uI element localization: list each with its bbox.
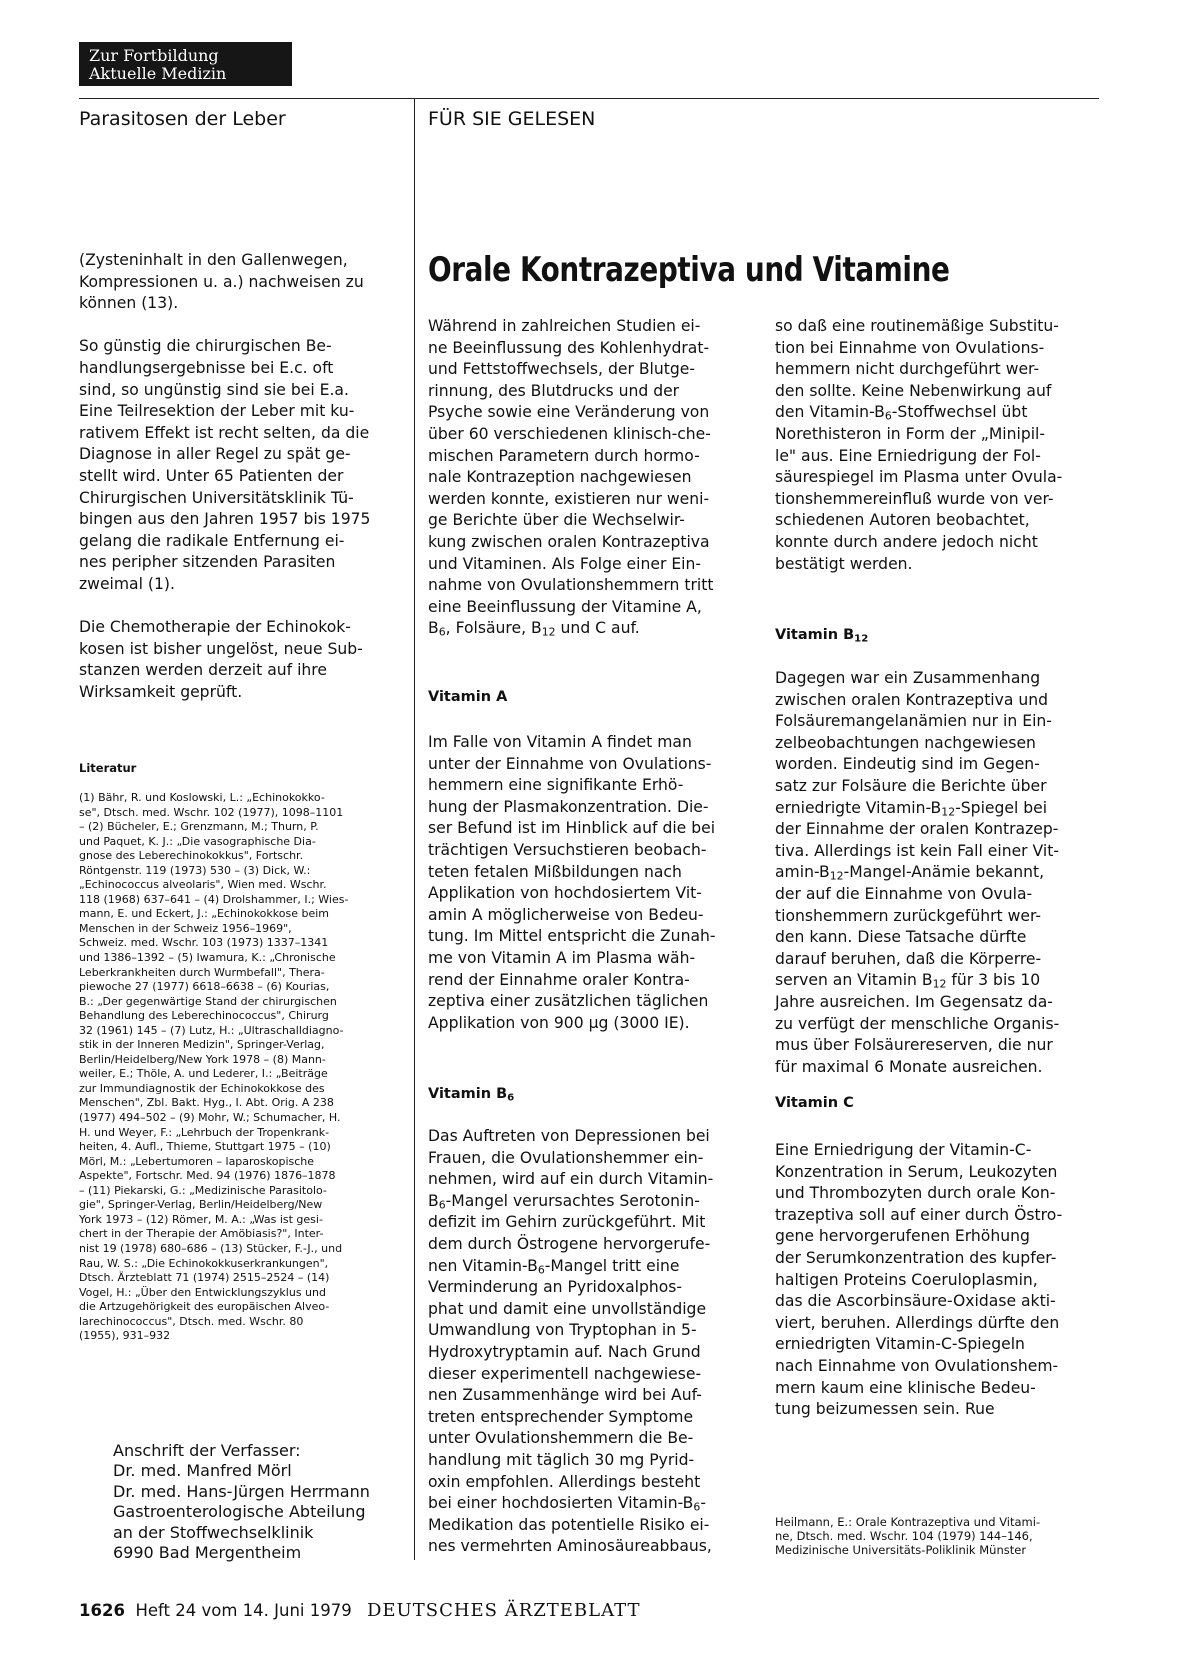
literature-line: Leberkrankheiten durch Wurmbefall", Thera- [79, 965, 325, 979]
literature-line: – (2) Bücheler, E.; Grenzmann, M.; Thurn, P. [79, 820, 319, 834]
text-line: haltigen Proteins Coeruloplasmin, [775, 1270, 1038, 1289]
text-line: handlungsergebnisse bei E.c. oft [79, 358, 334, 377]
text-line: den sollte. Keine Nebenwirkung auf [775, 381, 1052, 400]
text-line: ge Berichte über die Wechselwir- [428, 511, 685, 530]
text-line: den kann. Diese Tatsache dürfte [775, 928, 1027, 947]
text-line: unter Ovulationshemmern die Be- [428, 1429, 694, 1448]
heading-vitamin-a: Vitamin A [428, 689, 508, 705]
text-line: Wirksamkeit geprüft. [79, 682, 243, 701]
text-line: me von Vitamin A im Plasma wäh- [428, 948, 696, 967]
text-line: Norethisteron in Form der „Minipil- [775, 424, 1046, 443]
vitamin-b6-text [428, 1126, 713, 1558]
literature-line: se", Dtsch. med. Wschr. 102 (1977), 1098–1101 [79, 805, 344, 819]
article-intro [428, 316, 713, 640]
vitamin-c-text [775, 1140, 1062, 1421]
vitamin-a-text [428, 732, 716, 1034]
text-line: Applikation von 900 µg (3000 IE). [428, 1013, 690, 1032]
text-line: treten entsprechender Symptome [428, 1407, 694, 1426]
header-rule [79, 98, 1099, 99]
text-line: zwischen oralen Kontrazeptiva und [775, 690, 1049, 709]
text-line: erniedrigte Vitamin-$B_{12}$-Spiegel bei [775, 798, 1048, 819]
article-right-column-top [775, 316, 1062, 575]
text-line: stellt wird. Unter 65 Patienten der [79, 466, 344, 485]
text-line: können (13). [79, 294, 179, 313]
text-line: serven an Vitamin $B_{12}$ für 3 bis 10 [775, 971, 1041, 992]
text-line: amin-$B_{12}-Mangel$-Anämie bekannt, [775, 863, 1045, 884]
text-line: tionshemmern zurückgeführt wer- [775, 906, 1042, 925]
text-line: rend der Einnahme oraler Kontra- [428, 970, 690, 989]
literature-list [79, 791, 401, 1344]
text-line: defizit im Gehirn zurückgeführt. Mit [428, 1213, 706, 1232]
text-line: Eine Erniedrigung der Vitamin-C- [775, 1141, 1032, 1159]
running-title-left: Parasitosen der Leber [79, 108, 286, 130]
reference-line: Heilmann, E.: Orale Kontrazeptiva und Vitami- [775, 1515, 1041, 1529]
paragraph-gap [79, 596, 370, 618]
text-line: darauf beruhen, daß die Körperre- [775, 949, 1042, 968]
text-line: zelbeobachtungen nachgewiesen [775, 733, 1036, 752]
text-line: dem durch Östrogene hervorgerufe- [428, 1234, 711, 1253]
text-line: $B_6$-Mangel verursachtes Serotonin- [428, 1191, 700, 1212]
issue-info: Heft 24 vom 14. Juni 1979 [135, 1601, 352, 1620]
text-line: Umwandlung von Tryptophan in 5- [428, 1321, 697, 1340]
text-line: $B_6$, Folsäure, $B_{12}$ und C auf. [428, 619, 640, 640]
literature-line: piewoche 27 (1977) 6618–6638 – (6) Kourias, [79, 980, 330, 994]
literature-line: – (11) Piekarski, G.: „Medizinische Parasitolo- [79, 1183, 327, 1197]
text-line: werden konnte, existieren nur weni- [428, 489, 710, 508]
text-line: nehmen, wird auf ein durch Vitamin- [428, 1170, 714, 1189]
text-line: zeptiva einer zusätzlichen täglichen [428, 992, 709, 1011]
text-line: sind, so ungünstig sind sie bei E.a. [79, 380, 349, 399]
text-line: trazeptiva soll auf einer durch Östro- [775, 1205, 1063, 1224]
magazine-name: DEUTSCHES ÄRZTEBLATT [366, 1600, 641, 1621]
literature-line: larechinococcus", Dtsch. med. Wschr. 80 [79, 1314, 304, 1328]
text-line: unter der Einnahme von Ovulations- [428, 754, 712, 773]
text-line: Hydroxytryptamin auf. Nach Grund [428, 1342, 701, 1361]
literature-line: Aspekte", Fortschr. Med. 94 (1976) 1876–1878 [79, 1169, 336, 1183]
page-footer [79, 1600, 640, 1621]
text-line: (Zysteninhalt in den Gallenwegen, [79, 251, 348, 269]
text-line: nen Vitamin-$B_6$-Mangel tritt eine [428, 1256, 680, 1277]
text-line: trächtigen Versuchstieren beobach- [428, 840, 707, 859]
literature-line: gnose des Leberechinokokkus", Fortschr. [79, 849, 304, 863]
text-line: über 60 verschiedenen klinisch-che- [428, 424, 711, 443]
text-line: hung der Plasmakonzentration. Die- [428, 797, 709, 816]
reference-line: ne, Dtsch. med. Wschr. 104 (1979) 144–146, [775, 1529, 1033, 1543]
text-line: rativem Effekt ist recht selten, da die [79, 423, 370, 442]
running-title-right: FÜR SIE GELESEN [428, 108, 596, 130]
text-line: Medikation das potentielle Risiko ei- [428, 1515, 710, 1534]
text-line: hemmern eine signifikante Erhö- [428, 776, 684, 795]
text-line: zweimal (1). [79, 574, 175, 593]
text-line: tion bei Einnahme von Ovulations- [775, 338, 1045, 357]
literature-line: und 1386–1392 – (5) Iwamura, K.: „Chronische [79, 951, 336, 965]
literature-line: H. und Weyer, F.: „Lehrbuch der Tropenkrank- [79, 1125, 330, 1139]
text-line: erniedrigten Vitamin-C-Spiegeln [775, 1335, 1025, 1354]
literature-line: B.: „Der gegenwärtige Stand der chirurgischen [79, 994, 337, 1008]
text-line: ne Beeinflussung des Kohlenhydrat- [428, 338, 710, 357]
text-line: nes peripher sitzenden Parasiten [79, 553, 336, 572]
literature-line: Schweiz. med. Wschr. 103 (1973) 1337–1341 [79, 936, 329, 950]
text-line: der Serumkonzentration des kupfer- [775, 1248, 1057, 1267]
literature-line: Vogel, H.: „Über den Entwicklungszyklus und [79, 1285, 326, 1299]
text-line: So günstig die chirurgischen Be- [79, 337, 332, 356]
text-line: Dagegen war ein Zusammenhang [775, 669, 1041, 687]
text-line: Konzentration in Serum, Leukozyten [775, 1162, 1058, 1181]
literature-heading: Literatur [79, 761, 137, 775]
text-line: gelang die radikale Entfernung ei- [79, 531, 345, 550]
literature-line: (1955), 931–932 [79, 1329, 171, 1343]
text-line: mus über Folsäurereserven, die nur [775, 1036, 1053, 1055]
text-line: schiedenen Autoren beobachtet, [775, 511, 1030, 530]
literature-line: Mörl, M.: „Lebertumoren – laparoskopische [79, 1154, 315, 1168]
section-badge [79, 42, 292, 86]
text-line: amin A möglicherweise von Bedeu- [428, 905, 704, 924]
text-line: nes vermehrten Aminosäureabbaus, [428, 1537, 712, 1556]
text-line: und Thrombozyten durch orale Kon- [775, 1184, 1056, 1203]
text-line: Im Falle von Vitamin A findet man [428, 733, 692, 751]
literature-line: nist 19 (1978) 680–686 – (13) Stücker, F.-J., und [79, 1241, 343, 1255]
literature-line: Menschen", Zbl. Bakt. Hyg., I. Abt. Orig. A 238 [79, 1096, 334, 1110]
text-line: kung zwischen oralen Kontrazeptiva [428, 532, 710, 551]
text-line: oxin empfohlen. Allerdings besteht [428, 1472, 701, 1491]
text-line: tionshemmereinfluß wurde von ver- [775, 489, 1054, 508]
text-line: phat und damit eine unvollständige [428, 1299, 707, 1318]
literature-line: und Paquet, K. J.: „Die vasographische Dia- [79, 834, 316, 848]
paragraph-gap [79, 315, 370, 337]
text-line: und Vitaminen. Als Folge einer Ein- [428, 554, 702, 573]
text-line: und Fettstoffwechsels, der Blutge- [428, 360, 695, 379]
text-line: bestätigt werden. [775, 554, 913, 573]
text-line: hemmern nicht durchgeführt wer- [775, 360, 1040, 379]
text-line: nach Einnahme von Ovulationshem- [775, 1356, 1059, 1375]
text-line: Diagnose in aller Regel zu spät ge- [79, 445, 351, 464]
text-line: zu verfügt der menschliche Organis- [775, 1014, 1060, 1033]
text-line: Folsäuremangelanämien nur in Ein- [775, 712, 1052, 731]
text-line: le" aus. Eine Erniedrigung der Fol- [775, 446, 1041, 465]
text-line: tiva. Allerdings ist kein Fall einer Vit- [775, 841, 1059, 860]
text-line: tung beizumessen sein. Rue [775, 1400, 995, 1419]
address-line: Anschrift der Verfasser: [113, 1441, 301, 1460]
text-line: für maximal 6 Monate ausreichen. [775, 1057, 1043, 1076]
author-address [113, 1441, 370, 1563]
left-column-text [79, 250, 370, 703]
heading-vitamin-b6: Vitamin $B_6$ [428, 1086, 515, 1104]
literature-line: chert in der Therapie der Amöbiasis?", Inter- [79, 1227, 324, 1241]
text-line: bingen aus den Jahren 1957 bis 1975 [79, 510, 371, 529]
badge-line-2: Aktuelle Medizin [89, 64, 227, 83]
text-line: viert, beruhen. Allerdings dürfte den [775, 1313, 1060, 1332]
literature-line: stik in der Inneren Medizin", Springer-Verlag, [79, 1038, 325, 1052]
text-line: Während in zahlreichen Studien ei- [428, 317, 701, 335]
text-line: der auf die Einnahme von Ovula- [775, 884, 1033, 903]
text-line: Chirurgischen Universitätsklinik Tü- [79, 488, 354, 507]
heading-vitamin-c: Vitamin C [775, 1095, 854, 1111]
text-line: säurespiegel im Plasma unter Ovula- [775, 468, 1063, 487]
text-line: Das Auftreten von Depressionen bei [428, 1127, 710, 1145]
address-line: 6990 Bad Mergentheim [113, 1543, 302, 1563]
page-number: 1626 [79, 1601, 125, 1620]
address-line: Dr. med. Manfred Mörl [113, 1461, 292, 1481]
literature-line: 32 (1961) 145 – (7) Lutz, H.: „Ultraschalldiagno- [79, 1023, 344, 1037]
literature-line: heiten, 4. Aufl., Thieme, Stuttgart 1975 – (10) [79, 1140, 331, 1154]
literature-line: Dtsch. Ärzteblatt 71 (1974) 2515–2524 – (14) [79, 1271, 330, 1285]
literature-line: Rau, W. S.: „Die Echinokokkuserkrankungen", [79, 1256, 329, 1270]
text-line: Eine Teilresektion der Leber mit ku- [79, 402, 355, 421]
literature-line: (1) Bähr, R. und Koslowski, L.: „Echinokokko- [79, 791, 325, 804]
text-line: so daß eine routinemäßige Substitu- [775, 317, 1059, 335]
text-line: Applikation von hochdosiertem Vit- [428, 884, 702, 903]
text-line: mern kaum eine klinische Bedeu- [775, 1378, 1036, 1397]
text-line: nen Zusammenhänge wird bei Auf- [428, 1386, 702, 1405]
text-line: Die Chemotherapie der Echinokok- [79, 618, 351, 637]
address-line: Gastroenterologische Abteilung [113, 1502, 366, 1522]
address-line: an der Stoffwechselklinik [113, 1522, 314, 1542]
text-line: das die Ascorbinsäure-Oxidase akti- [775, 1292, 1056, 1311]
text-line: dieser experimentell nachgewiese- [428, 1364, 702, 1383]
text-line: worden. Eindeutig sind im Gegen- [775, 755, 1040, 774]
text-line: Psyche sowie eine Veränderung von [428, 403, 710, 422]
text-line: Frauen, die Ovulationshemmer ein- [428, 1148, 704, 1167]
article-reference [775, 1515, 1040, 1557]
literature-line: Behandlung des Leberechinococcus", Chirurg [79, 1009, 329, 1023]
text-line: gene hervorgerufenen Erhöhung [775, 1227, 1030, 1246]
text-line: rinnung, des Blutdrucks und der [428, 381, 680, 400]
column-divider [414, 98, 415, 1560]
literature-line: 118 (1968) 637–641 – (4) Drolshammer, I.; Wies- [79, 892, 349, 906]
literature-line: zur Immundiagnostik der Echinokokkose des [79, 1081, 325, 1095]
text-line: den Vitamin-$B_6$-Stoffwechsel übt [775, 403, 1028, 424]
text-line: bei einer hochdosierten Vitamin-$B_6-$ [428, 1494, 706, 1514]
text-line: satz zur Folsäure die Berichte über [775, 776, 1047, 795]
literature-line: weiler, E.; Thöle, A. und Lederer, I.: „Beiträge [79, 1067, 328, 1081]
text-line: stanzen werden derzeit auf ihre [79, 661, 327, 680]
literature-line: Röntgenstr. 119 (1973) 530 – (3) Dick, W.: [79, 863, 311, 877]
text-line: der Einnahme der oralen Kontrazep- [775, 820, 1059, 839]
text-line: teten fetalen Mißbildungen nach [428, 862, 682, 881]
text-line: nale Kontrazeption nachgewiesen [428, 468, 692, 487]
article-title: Orale Kontrazeptiva und Vitamine [428, 250, 950, 290]
vitamin-b12-text [775, 668, 1059, 1078]
literature-line: mann, E. und Eckert, J.: „Echinokokkose beim [79, 907, 330, 921]
text-line: Kompressionen u. a.) nachweisen zu [79, 272, 364, 291]
text-line: eine Beeinflussung der Vitamine A, [428, 597, 702, 616]
heading-vitamin-b12: Vitamin $B_{12}$ [775, 627, 869, 645]
literature-line: die Artzugehörigkeit des europäischen Alveo- [79, 1300, 330, 1314]
literature-line: Menschen in der Schweiz 1956–1969", [79, 921, 292, 935]
literature-line: gie", Springer-Verlag, Berlin/Heidelberg/New [79, 1198, 323, 1212]
text-line: ser Befund ist im Hinblick auf die bei [428, 819, 716, 838]
literature-line: Berlin/Heidelberg/New York 1978 – (8) Mann- [79, 1052, 326, 1066]
badge-line-1: Zur Fortbildung [89, 46, 219, 65]
text-line: tung. Im Mittel entspricht die Zunah- [428, 927, 716, 946]
reference-line: Medizinische Universitäts-Poliklinik Münster [775, 1543, 1027, 1557]
text-line: nahme von Ovulationshemmern tritt [428, 576, 714, 595]
text-line: handlung mit täglich 30 mg Pyrid- [428, 1450, 695, 1469]
text-line: Jahre ausreichen. Im Gegensatz da- [775, 992, 1053, 1011]
literature-line: (1977) 494–502 – (9) Mohr, W.; Schumacher, H. [79, 1111, 341, 1125]
address-line: Dr. med. Hans-Jürgen Herrmann [113, 1481, 370, 1501]
text-line: Verminderung an Pyridoxalphos- [428, 1278, 683, 1297]
literature-line: York 1973 – (12) Römer, M. A.: „Was ist gesi- [79, 1212, 323, 1226]
text-line: mischen Parametern durch hormo- [428, 446, 700, 465]
literature-line: „Echinococcus alveolaris", Wien med. Wschr. [79, 878, 327, 892]
text-line: konnte durch andere jedoch nicht [775, 532, 1038, 551]
text-line: kosen ist bisher ungelöst, neue Sub- [79, 639, 363, 658]
